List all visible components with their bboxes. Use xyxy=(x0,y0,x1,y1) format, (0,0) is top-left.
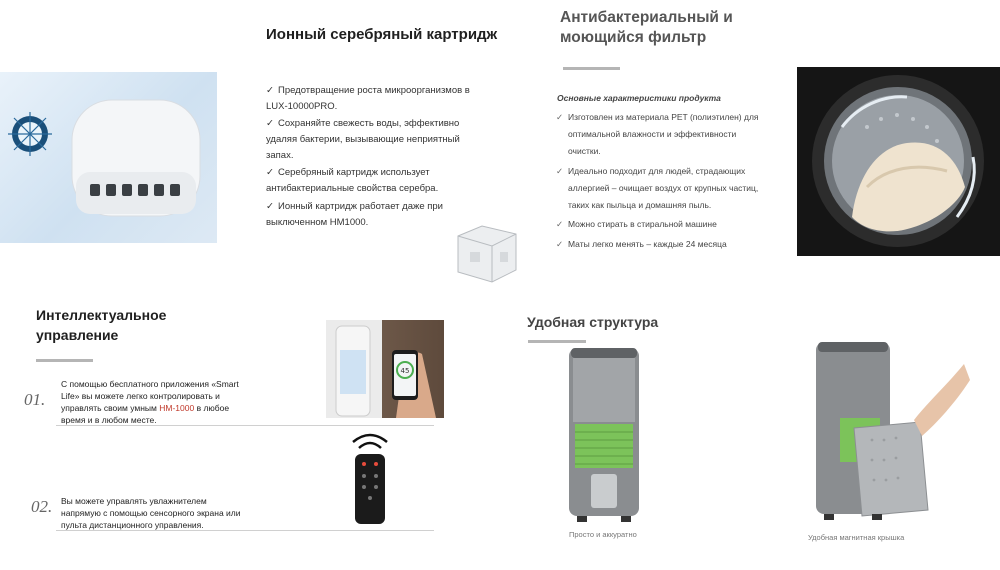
structure-caption-2: Удобная магнитная крышка xyxy=(808,533,905,542)
check-icon: ✓ xyxy=(556,239,564,249)
filter-bullet-2: ✓ Идеально подходит для людей, страдающих аллергией – очищает воздух от крупных частиц, таких как пыльца и домашняя пыль. xyxy=(556,163,758,214)
filter-bullet-4: ✓ Маты легко менять – каждые 24 месяца xyxy=(556,236,727,253)
divider-line xyxy=(56,425,434,426)
item-number-02: 02. xyxy=(31,497,53,516)
check-icon: ✓ xyxy=(266,85,274,96)
check-icon: ✓ xyxy=(266,167,274,178)
cartridge-illustration xyxy=(0,72,217,243)
washing-machine-photo xyxy=(797,67,1000,256)
smart-title: Интеллектуальное управление xyxy=(36,307,167,343)
remote-control-photo xyxy=(345,430,395,525)
ionic-bullet-3: ✓ Серебряный картридж использует антибактериальные свойства серебра. xyxy=(266,167,439,194)
ionic-title: Ионный серебряный картридж xyxy=(266,26,498,43)
water-tank-photo xyxy=(452,222,522,286)
check-icon: ✓ xyxy=(556,112,564,122)
filter-title: Антибактериальный и моющийся фильтр xyxy=(560,9,733,46)
structure-title: Удобная структура xyxy=(527,314,659,330)
check-icon: ✓ xyxy=(556,166,564,176)
check-icon: ✓ xyxy=(556,219,564,229)
filter-bullet-3: ✓ Можно стирать в стиральной машине xyxy=(556,216,717,233)
phone-humidity-value: 45 xyxy=(400,367,410,375)
item-number-01: 01. xyxy=(24,390,46,409)
ionic-bullet-2: ✓ Сохраняйте свежесть воды, эффективно удаляя бактерии, вызывающие неприятный запах. xyxy=(266,118,460,161)
ionic-cartridge-photo xyxy=(0,72,217,243)
smart-app-text: С помощью бесплатного приложения «Smart Life» вы можете легко контролировать и управлять своим умным HM-1000 в любое время и в любом месте. xyxy=(61,379,239,425)
structure-title-underline xyxy=(528,340,586,343)
filter-bullet-1: ✓ Изготовлен из материала PET (полиэтилен) для оптимальной влажности и эффективности очистки. xyxy=(556,109,759,160)
humidifier-open-photo xyxy=(810,340,970,524)
divider-line xyxy=(56,530,434,531)
ionic-bullet-4: ✓ Ионный картридж работает даже при выключенном HM1000. xyxy=(266,201,443,228)
smart-title-underline xyxy=(36,359,93,362)
check-icon: ✓ xyxy=(266,201,274,212)
structure-caption-1: Просто и аккуратно xyxy=(569,530,637,539)
app-control-photo xyxy=(326,320,444,418)
smart-remote-text: Вы можете управлять увлажнителем напрямую с помощью сенсорного экрана или пульта дистанционного управления. xyxy=(61,496,241,530)
filter-subtitle: Основные характеристики продукта xyxy=(557,93,721,103)
humidifier-front-photo xyxy=(563,346,645,524)
ionic-bullet-1: ✓ Предотвращение роста микроорганизмов в LUX-10000PRO. xyxy=(266,85,470,112)
model-highlight: HM-1000 xyxy=(159,403,195,413)
check-icon: ✓ xyxy=(266,118,274,129)
filter-title-underline xyxy=(563,67,620,70)
